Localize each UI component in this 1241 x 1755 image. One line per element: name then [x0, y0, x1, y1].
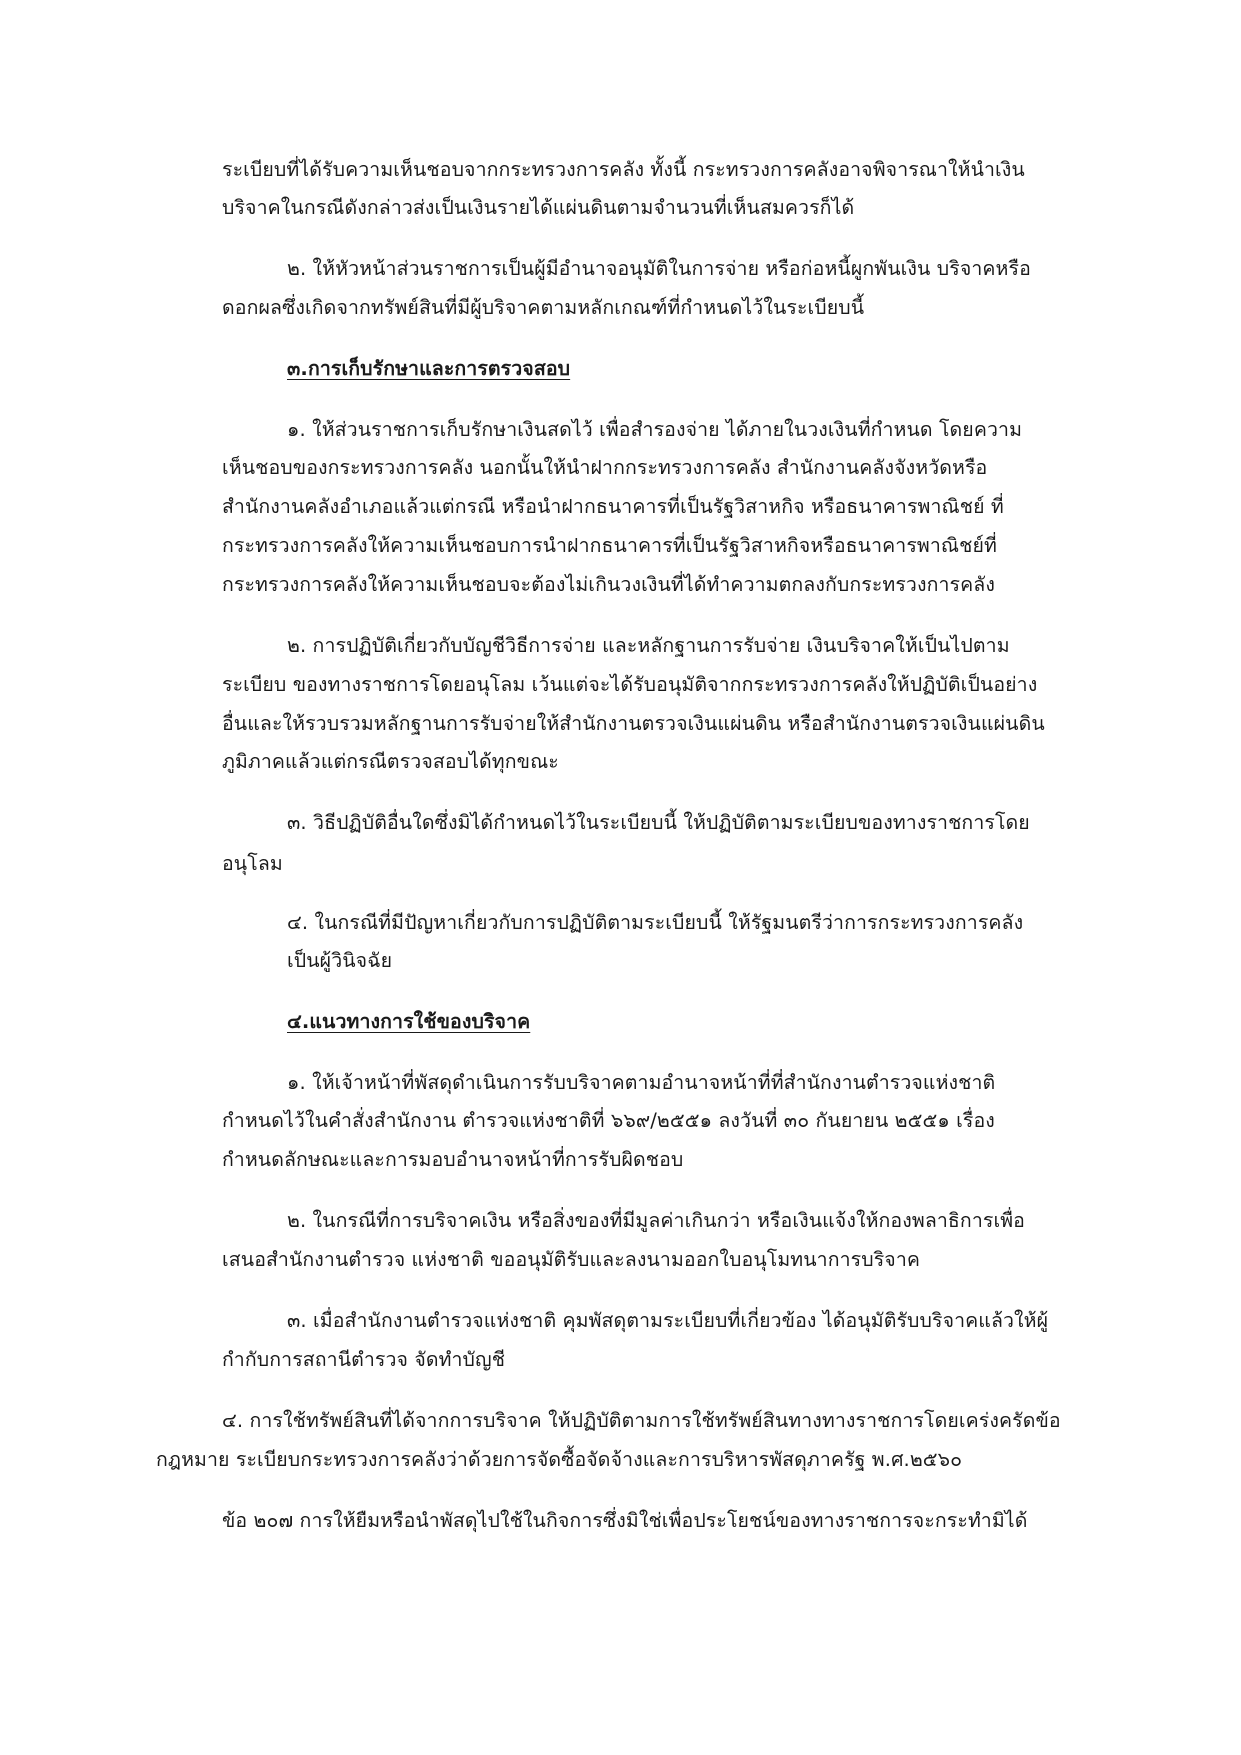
text-line: ๑. ให้ส่วนราชการเก็บรักษาเงินสดไว้ เพื่อสำรองจ่าย ได้ภายในวงเงินที่กำหนด โดยความ — [287, 418, 1023, 441]
text-line: ๒. ให้หัวหน้าส่วนราชการเป็นผู้มีอำนาจอนุมัติในการจ่าย หรือก่อหนี้ผูกพันเงิน บริจาคหรือ — [287, 257, 1031, 280]
text-line: ๒. การปฏิบัติเกี่ยวกับบัญชีวิธีการจ่าย และหลักฐานการรับจ่าย เงินบริจาคให้เป็นไปตาม — [287, 634, 1010, 657]
text-line: ๑. ให้เจ้าหน้าที่พัสดุดำเนินการรับบริจาคตามอำนาจหน้าที่ที่สำนักงานตำรวจแห่งชาติ — [287, 1071, 996, 1094]
text-line: กฎหมาย ระเบียบกระทรวงการคลังว่าด้วยการจัดซื้อจัดจ้างและการบริหารพัสดุภาครัฐ พ.ศ.๒๕๖๐ — [156, 1448, 963, 1471]
text-line: สำนักงานคลังอำเภอแล้วแต่กรณี หรือนำฝากธนาคารที่เป็นรัฐวิสาหกิจ หรือธนาคารพาณิชย์ ที่ — [222, 495, 1004, 518]
text-line: ๓. วิธีปฏิบัติอื่นใดซึ่งมิได้กำหนดไว้ในระเบียบนี้ ให้ปฏิบัติตามระเบียบของทางราชการโดย — [287, 811, 1030, 834]
section-heading: ๓.การเก็บรักษาและการตรวจสอบ — [287, 357, 571, 380]
text-line: เป็นผู้วินิจฉัย — [287, 949, 393, 972]
text-line: ภูมิภาคแล้วแต่กรณีตรวจสอบได้ทุกขณะ — [222, 750, 559, 773]
text-line: ๒. ในกรณีที่การบริจาคเงิน หรือสิ่งของที่มีมูลค่าเกินกว่า หรือเงินแจ้งให้กองพลาธิการเพื่อ — [287, 1209, 1025, 1232]
text-line: บริจาคในกรณีดังกล่าวส่งเป็นเงินรายได้แผ่นดินตามจำนวนที่เห็นสมควรก็ได้ — [222, 196, 855, 219]
text-line: ระเบียบ ของทางราชการโดยอนุโลม เว้นแต่จะได้รับอนุมัติจากกระทรวงการคลังให้ปฏิบัติเป็นอย่าง — [222, 673, 1038, 696]
text-line: ๔. การใช้ทรัพย์สินที่ได้จากการบริจาค ให้ปฏิบัติตามการใช้ทรัพย์สินทางทางราชการโดยเคร่งครัดข้อ — [222, 1409, 1061, 1432]
text-line: อนุโลม — [222, 852, 283, 875]
text-line: ข้อ ๒๐๗ การให้ยืมหรือนำพัสดุไปใช้ในกิจการซึ่งมิใช่เพื่อประโยชน์ของทางราชการจะกระทำมิได้ — [222, 1509, 1028, 1532]
text-line: กระทรวงการคลังให้ความเห็นชอบจะต้องไม่เกินวงเงินที่ได้ทำความตกลงกับกระทรวงการคลัง — [222, 573, 995, 596]
text-line: เสนอสำนักงานตำรวจ แห่งชาติ ขออนุมัติรับและลงนามออกใบอนุโมทนาการบริจาค — [222, 1248, 921, 1271]
text-line: ระเบียบที่ได้รับความเห็นชอบจากกระทรวงการคลัง ทั้งนี้ กระทรวงการคลังอาจพิจารณาให้นำเงิน — [222, 158, 1025, 181]
text-line: กำหนดไว้ในคำสั่งสำนักงาน ตำรวจแห่งชาติที่ ๖๖๙/๒๕๕๑ ลงวันที่ ๓๐ กันยายน ๒๕๕๑ เรื่อง — [222, 1109, 995, 1132]
text-line: อื่นและให้รวบรวมหลักฐานการรับจ่ายให้สำนักงานตรวจเงินแผ่นดิน หรือสำนักงานตรวจเงินแผ่นดิน — [222, 712, 1045, 735]
text-line: ดอกผลซึ่งเกิดจากทรัพย์สินที่มีผู้บริจาคตามหลักเกณฑ์ที่กำหนดไว้ในระเบียบนี้ — [222, 296, 865, 319]
text-line: กำกับการสถานีตำรวจ จัดทำบัญชี — [222, 1348, 506, 1371]
text-line: เห็นชอบของกระทรวงการคลัง นอกนั้นให้นำฝากกระทรวงการคลัง สำนักงานคลังจังหวัดหรือ — [222, 456, 988, 479]
text-line: กำหนดลักษณะและการมอบอำนาจหน้าที่การรับผิดชอบ — [222, 1148, 684, 1171]
text-line: ๓. เมื่อสำนักงานตำรวจแห่งชาติ คุมพัสดุตามระเบียบที่เกี่ยวข้อง ได้อนุมัติรับบริจาคแล้วให้ผู้ — [287, 1309, 1049, 1332]
text-line: กระทรวงการคลังให้ความเห็นชอบการนำฝากธนาคารที่เป็นรัฐวิสาหกิจหรือธนาคารพาณิชย์ที่ — [222, 534, 997, 557]
section-heading: ๔.แนวทางการใช้ของบริจาค — [287, 1010, 531, 1033]
text-line: ๔. ในกรณีที่มีปัญหาเกี่ยวกับการปฏิบัติตามระเบียบนี้ ให้รัฐมนตรีว่าการกระทรวงการคลัง — [287, 911, 1024, 934]
